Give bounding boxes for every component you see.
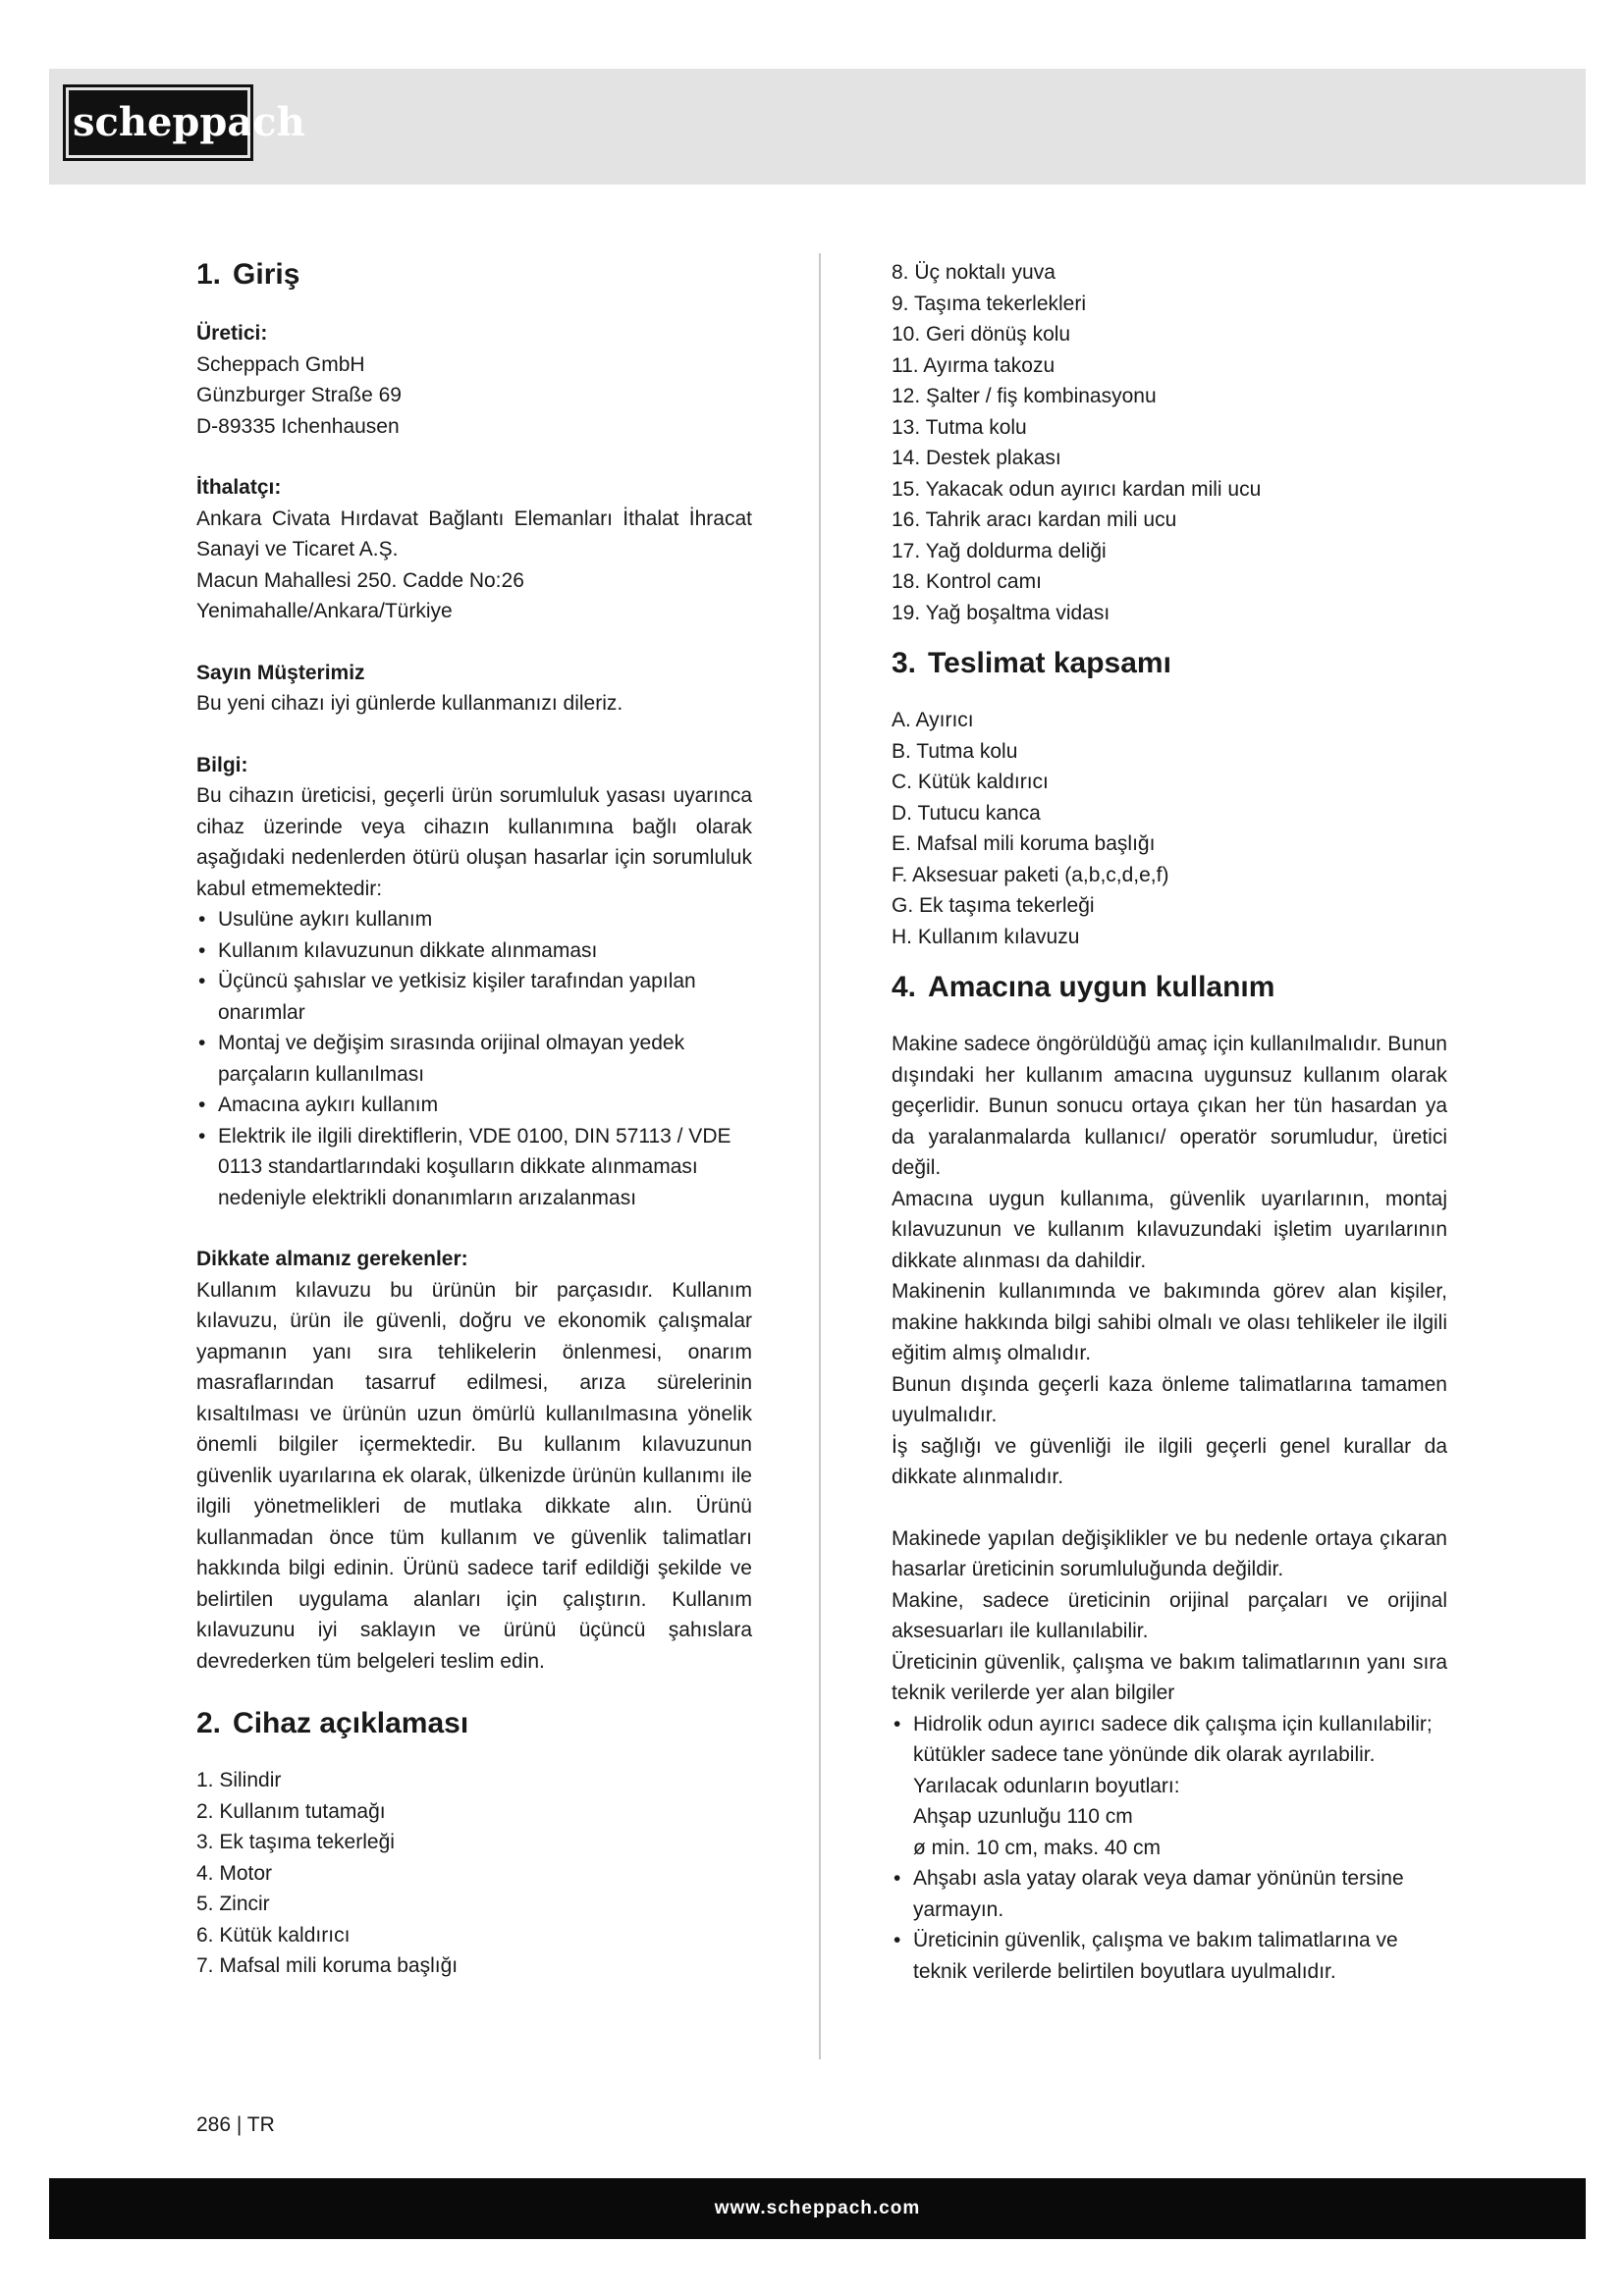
section-1-heading xyxy=(196,253,752,296)
info-label: Bilgi: xyxy=(196,753,248,776)
list-item: 12. Şalter / fiş kombinasyonu xyxy=(892,385,1157,407)
list-item: 8. Üç noktalı yuva xyxy=(892,261,1056,284)
parts-list-a xyxy=(196,1765,752,1982)
list-item: 5. Zincir xyxy=(196,1893,270,1915)
list-item: • Amacına aykırı kullanım xyxy=(196,1090,752,1121)
right-column xyxy=(892,253,1447,1987)
use-paragraph: Amacına uygun kullanıma, güvenlik uyarılarının, montaj kılavuzunun ve kullanım kılavuzundaki işletim uyarılarının dikkate alınması da dahildir. xyxy=(892,1187,1447,1272)
list-item: D. Tutucu kanca xyxy=(892,801,1041,825)
manufacturer-line: Günzburger Straße 69 xyxy=(196,384,402,406)
info-bullet-list xyxy=(196,904,752,1213)
list-item xyxy=(892,1709,1447,1864)
manufacturer-line: Scheppach GmbH xyxy=(196,352,365,376)
list-item: A. Ayırıcı xyxy=(892,709,974,731)
list-item: 7. Mafsal mili koruma başlığı xyxy=(196,1954,459,1977)
importer-label: İthalatçı: xyxy=(196,476,282,499)
list-item: • Montaj ve değişim sırasında orijinal olmayan yedek parçaların kullanılması xyxy=(196,1028,752,1090)
section-3-title: Teslimat kapsamı xyxy=(928,647,1171,679)
page-language: TR xyxy=(246,2113,275,2136)
use-paragraph: Makinede yapılan değişiklikler ve bu nedenle ortaya çıkaran hasarlar üreticinin sorumluluğunda değildir. xyxy=(892,1526,1447,1580)
notes-label: Dikkate almanız gerekenler: xyxy=(196,1248,468,1270)
notes-text: Kullanım kılavuzu bu ürünün bir parçasıdır. Kullanım kılavuzu, ürün ile güvenli, doğru ve ekonomik çalışmalar yapmanın yanı sıra tehlikelerin önlenmesi, onarım masraflarından tasarruf edilmesi, arıza sürelerinin kısaltılması ve ürünün uzun ömürlü kullanılmasına yönelik önemli bilgiler içermektedir. Bu kullanım kılavuzunun güvenlik uyarılarına ek olarak, ülkenizde ürünün kullanımı ile ilgili yönetmelikleri de mutlaka dikkate alın. Ürünü kullanmadan önce tüm kullanım ve güvenlik talimatları hakkında bilgi edinin. Ürünü sadece tarif edildiği şekilde ve belirtilen uygulama alanları için çalıştırın. Kullanım kılavuzunu iyi saklayın ve ürünü üçüncü şahıslara devrederken tüm belgeleri teslim edin. xyxy=(196,1278,752,1673)
importer-line: Ankara Civata Hırdavat Bağlantı Elemanları İthalat İhracat Sanayi ve Ticaret A.Ş. xyxy=(196,507,752,561)
section-3-heading xyxy=(892,642,1447,685)
use-paragraph: Üreticinin güvenlik, çalışma ve bakım talimatlarının yanı sıra teknik verilerde yer alan bilgiler xyxy=(892,1650,1447,1704)
wood-length: Ahşap uzunluğu 110 cm xyxy=(913,1805,1133,1828)
list-item: 3. Ek taşıma tekerleği xyxy=(196,1831,395,1853)
use-bullet-list xyxy=(892,1709,1447,1988)
use-paragraph: Bunun dışında geçerli kaza önleme talimatlarına tamamen uyulmalıdır. xyxy=(892,1372,1447,1426)
section-1-title: Giriş xyxy=(233,258,300,291)
list-item: 9. Taşıma tekerlekleri xyxy=(892,292,1087,315)
column-divider xyxy=(819,253,821,2059)
section-3-number: 3. xyxy=(892,647,917,679)
list-item: • Kullanım kılavuzunun dikkate alınmaması xyxy=(196,935,752,967)
list-item: • Ahşabı asla yatay olarak veya damar yönünün tersine yarmayın. xyxy=(892,1863,1447,1925)
page-number: 286 | TR xyxy=(196,2113,275,2136)
section-2-title: Cihaz açıklaması xyxy=(233,1707,469,1739)
list-item: • Üçüncü şahıslar ve yetkisiz kişiler tarafından yapılan onarımlar xyxy=(196,966,752,1028)
page-number-value: 286 xyxy=(196,2113,232,2136)
list-item: C. Kütük kaldırıcı xyxy=(892,771,1049,793)
use-paragraph: İş sağlığı ve güvenliği ile ilgili geçerli genel kurallar da dikkate alınmalıdır. xyxy=(892,1434,1447,1488)
list-item: F. Aksesuar paketi (a,b,c,d,e,f) xyxy=(892,863,1169,886)
customer-text: Bu yeni cihazı iyi günlerde kullanmanızı dileriz. xyxy=(196,692,623,715)
manufacturer-label: Üretici: xyxy=(196,322,268,345)
wood-diameter: ø min. 10 cm, maks. 40 cm xyxy=(913,1836,1162,1859)
list-item: E. Mafsal mili koruma başlığı xyxy=(892,832,1156,855)
section-4-heading xyxy=(892,966,1447,1009)
info-text: Bu cihazın üreticisi, geçerli ürün sorumluluk yasası uyarınca cihaz üzerinde veya cihazın kullanımına bağlı olarak aşağıdaki nedenlerden ötürü oluşan hasarlar için sorumluluk kabul etmemektedir: xyxy=(196,784,752,900)
section-4-number: 4. xyxy=(892,971,917,1003)
list-item: 18. Kontrol camı xyxy=(892,570,1042,593)
use-bullet-text: Hidrolik odun ayırıcı sadece dik çalışma için kullanılabilir; kütükler sadece tane yönünde dik olarak ayrılabilir. Yarılacak odunların boyutları: xyxy=(913,1712,1433,1797)
list-item: 15. Yakacak odun ayırıcı kardan mili ucu xyxy=(892,477,1262,501)
list-item: • Üreticinin güvenlik, çalışma ve bakım talimatlarına ve teknik verilerde belirtilen boyutlara uyulmalıdır. xyxy=(892,1925,1447,1987)
footer-band xyxy=(49,2178,1586,2239)
list-item: 10. Geri dönüş kolu xyxy=(892,323,1071,346)
list-item: G. Ek taşıma tekerleği xyxy=(892,894,1095,917)
customer-label: Sayın Müşterimiz xyxy=(196,661,365,684)
delivery-list xyxy=(892,705,1447,952)
list-item: B. Tutma kolu xyxy=(892,739,1018,763)
website-link[interactable]: www.scheppach.com xyxy=(714,2198,921,2218)
list-item: 4. Motor xyxy=(196,1861,273,1885)
list-item: H. Kullanım kılavuzu xyxy=(892,925,1080,948)
list-item: 14. Destek plakası xyxy=(892,447,1061,469)
parts-list-b xyxy=(892,257,1447,628)
list-item: 19. Yağ boşaltma vidası xyxy=(892,601,1110,624)
brand-logo: scheppach xyxy=(69,90,247,155)
section-1-number: 1. xyxy=(196,258,222,291)
list-item: 1. Silindir xyxy=(196,1769,282,1791)
list-item: 2. Kullanım tutamağı xyxy=(196,1799,386,1823)
list-item: • Usulüne aykırı kullanım xyxy=(196,904,752,935)
section-2-heading xyxy=(196,1702,752,1745)
left-column xyxy=(196,253,752,1982)
list-item: 11. Ayırma takozu xyxy=(892,353,1056,377)
importer-line: Macun Mahallesi 250. Cadde No:26 xyxy=(196,568,524,592)
use-paragraph: Makinenin kullanımında ve bakımında görev alan kişiler, makine hakkında bilgi sahibi olmalı ve olası tehlikeler ile ilgili eğitim almış olmalıdır. xyxy=(892,1280,1447,1364)
header-band xyxy=(49,69,1586,185)
use-paragraph: Makine sadece öngörüldüğü amaç için kullanılmalıdır. Bunun dışındaki her kullanım amacına uygunsuz kullanım olarak geçerlidir. Bunun sonucu ortaya çıkan her tün hasardan ya da yaralanmalarda kullanıcı/ operatör sorumludur, üretici değil. xyxy=(892,1033,1447,1179)
list-item: 16. Tahrik aracı kardan mili ucu xyxy=(892,508,1177,531)
list-item: 13. Tutma kolu xyxy=(892,415,1027,439)
section-4-title: Amacına uygun kullanım xyxy=(928,971,1275,1003)
list-item: 6. Kütük kaldırıcı xyxy=(196,1923,351,1947)
list-item: 17. Yağ doldurma deliği xyxy=(892,539,1107,562)
section-2-number: 2. xyxy=(196,1707,222,1739)
use-paragraph: Makine, sadece üreticinin orijinal parçaları ve orijinal aksesuarları ile kullanılabilir. xyxy=(892,1588,1447,1642)
manufacturer-line: D-89335 Ichenhausen xyxy=(196,414,400,438)
importer-line: Yenimahalle/Ankara/Türkiye xyxy=(196,600,453,622)
list-item: • Elektrik ile ilgili direktiflerin, VDE 0100, DIN 57113 / VDE 0113 standartlarındaki koşulların dikkate alınmaması nedeniyle elektrikli donanımların arızalanması xyxy=(196,1121,752,1214)
